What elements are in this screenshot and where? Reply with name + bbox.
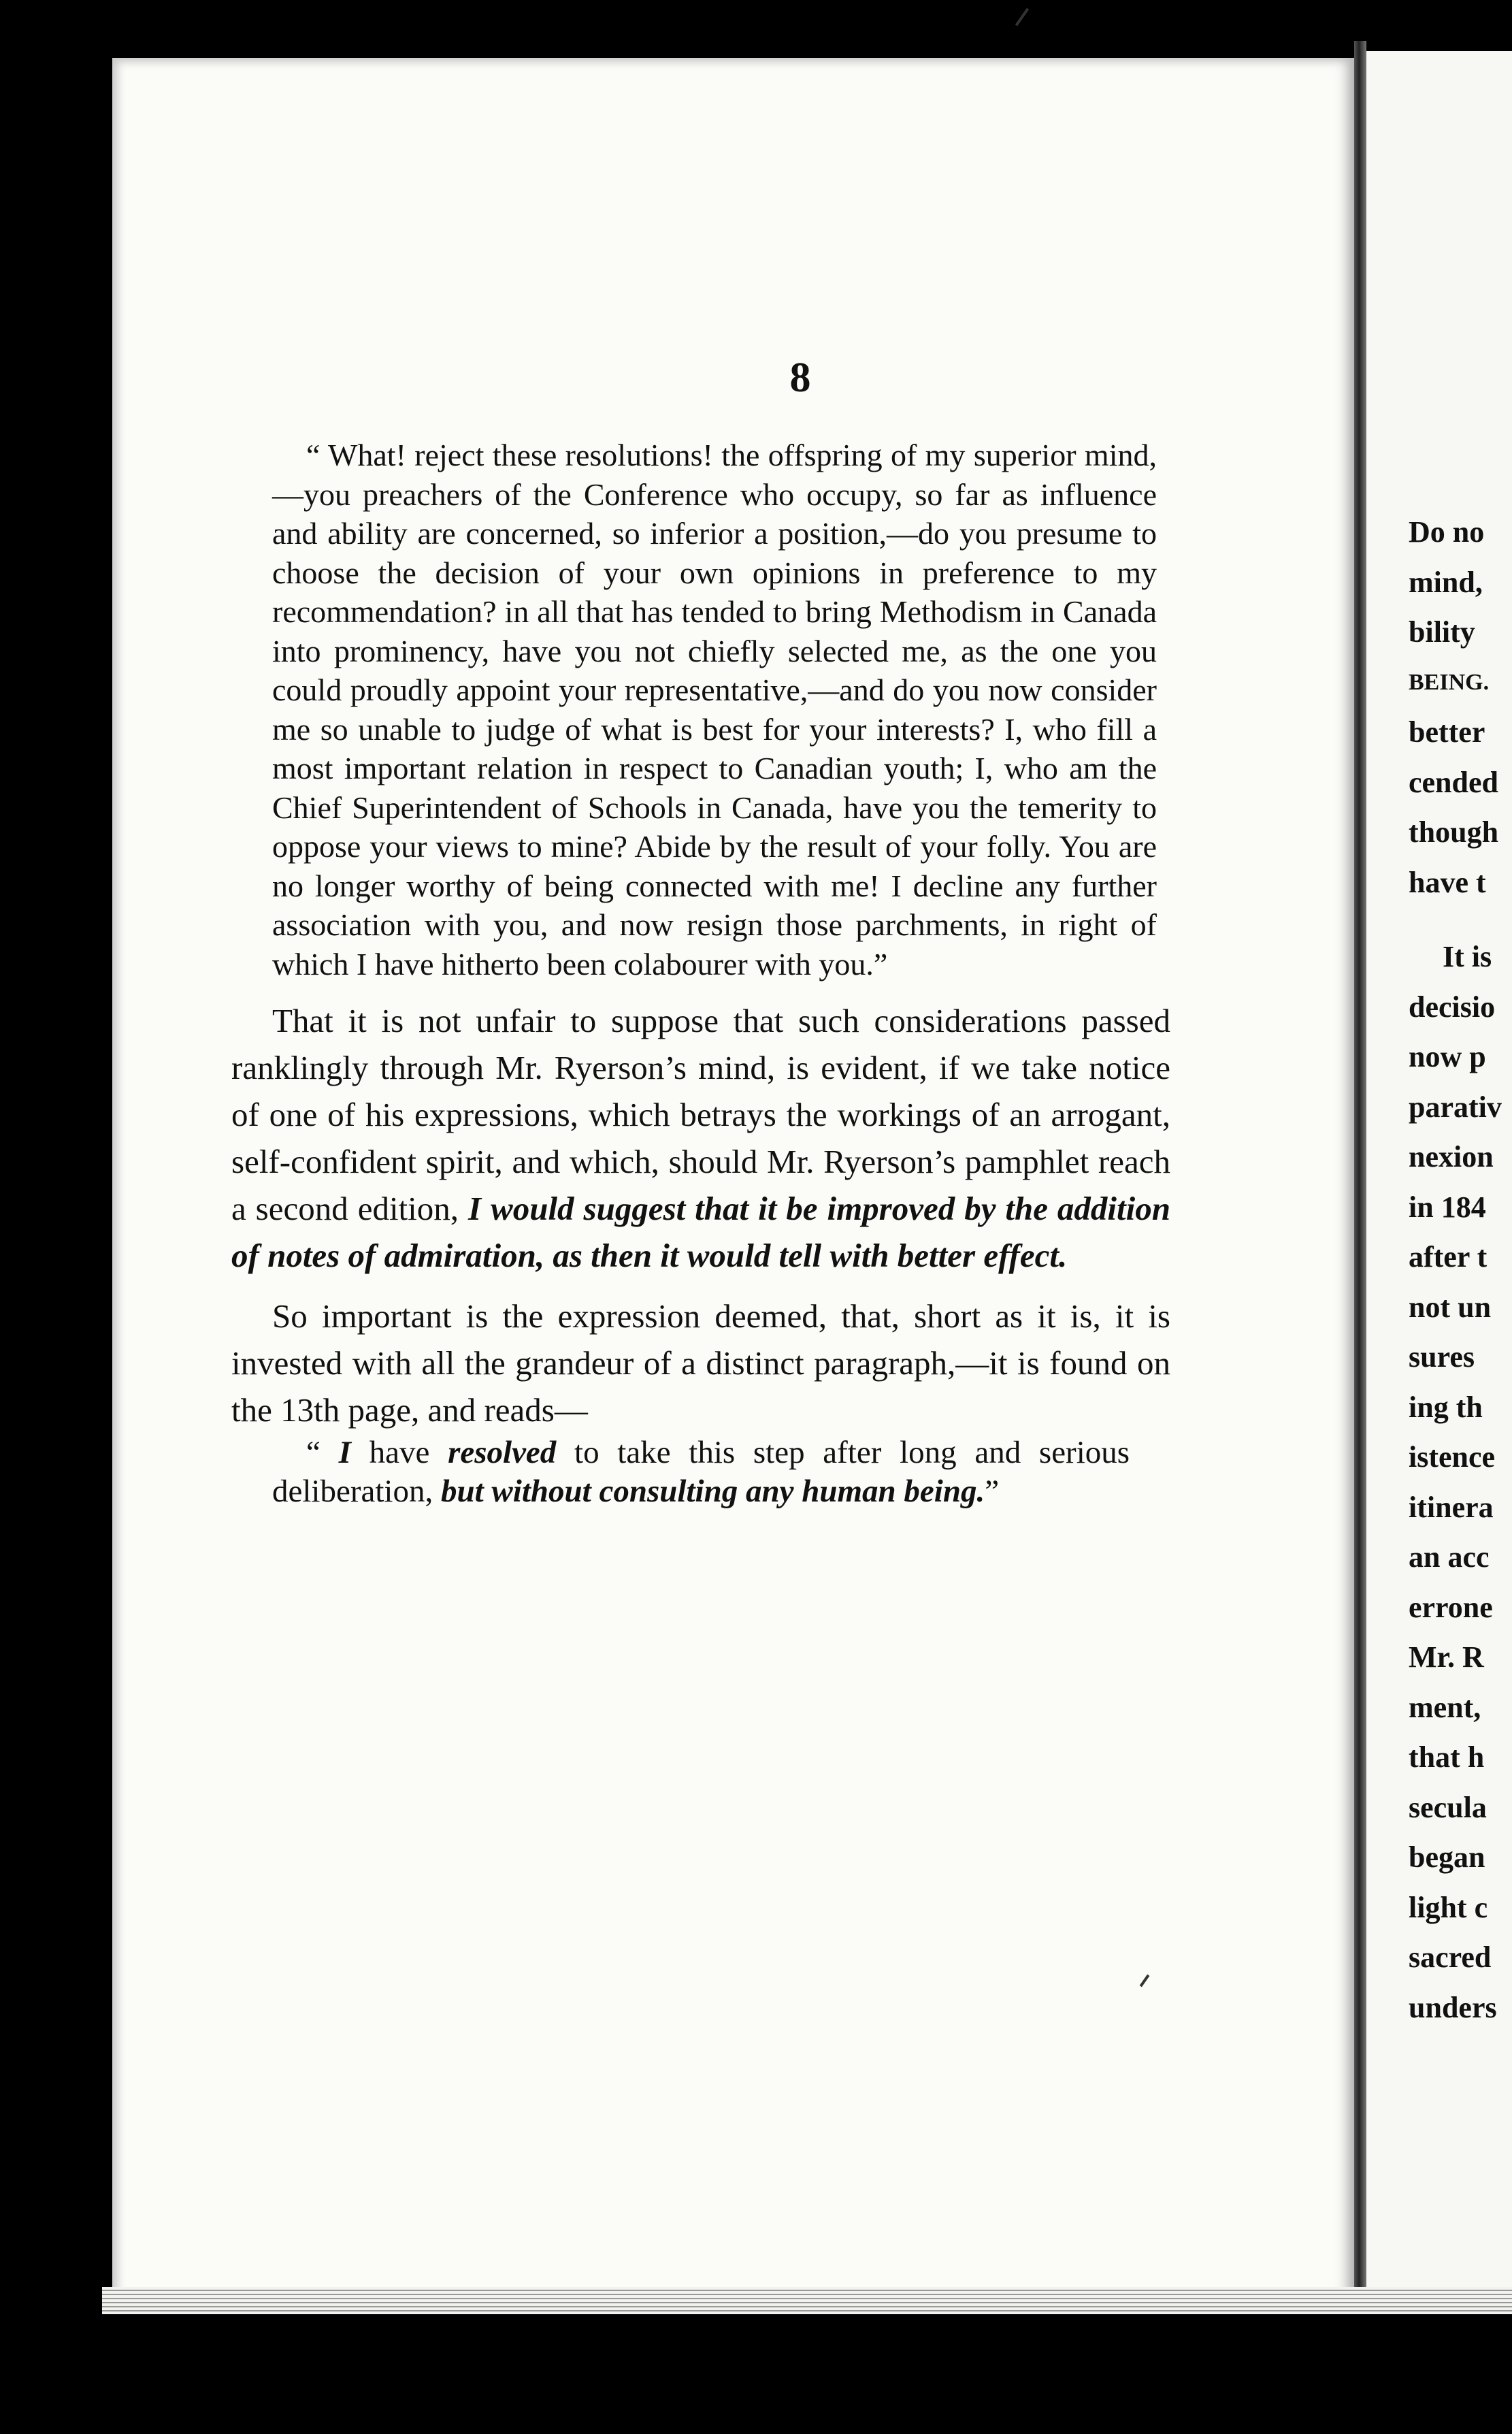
right-line: Mr. R [1409, 1640, 1484, 1674]
paragraph-text: That it is not unfair to suppose that such considerations passed ranklingly through Mr. Ryerson’s mind, is evident, if we take notice of one of his expressions, which betrays the workings of an arrogant, self-confident spirit, and which, should Mr. Ryerson’s pamphlet reach a second edition, [231, 1002, 1170, 1227]
right-line: not un [1409, 1290, 1492, 1324]
opening-quotation: “ What! reject these resolutions! the offspring of my superior mind,—you preachers of the Conference who occupy, so far as influence and ability are concerned, so inferior a position,—do you presume to choose the decision of your own opinions in preference to my recommendation? in all that has tended to bring Methodism in Canada into prominency, have you not chiefly selected me, as the one you could proudly appoint your representative,—and do you now consider me so unable to judge of what is best for your interests? I, who fill a most important relation in respect to Canadian youth; I, who am the Chief Superintendent of Schools in Canada, have you the temerity to oppose your views to mine? Abide by the result of your folly. You are no longer worthy of being connected with me! I decline any further association with you, and now resign those parchments, in right of which I have hitherto been colabourer with you.” [272, 438, 1157, 981]
right-line: ment, [1409, 1690, 1481, 1724]
page-body [231, 436, 1177, 1511]
right-line: bility [1409, 615, 1475, 649]
right-line: unders [1409, 1990, 1497, 2024]
right-line: cended [1409, 765, 1498, 799]
right-line: that h [1409, 1740, 1485, 1774]
right-line: sures [1409, 1340, 1475, 1374]
quote-emphasis: but without consulting any human being. [440, 1474, 985, 1509]
right-line: mind, [1409, 565, 1483, 599]
right-line: better [1409, 715, 1485, 749]
right-line: decisio [1409, 990, 1496, 1024]
right-line: have t [1409, 865, 1486, 899]
quote-middle: to take this step after long and serious deliberation, [272, 1435, 1130, 1509]
right-line: light c [1409, 1890, 1488, 1924]
italic-suggestion: I would suggest that it be improved by the addition of notes of admiration, as then it would tell with better effect. [231, 1190, 1171, 1274]
quote-open-mark: “ [306, 1435, 321, 1470]
page-bottom-edge [102, 2287, 1512, 2314]
right-line: began [1409, 1840, 1485, 1874]
right-line: errone [1409, 1590, 1493, 1624]
right-line: nexion [1409, 1140, 1494, 1173]
right-line: It is [1443, 940, 1492, 973]
right-line: parativ [1409, 1090, 1502, 1124]
right-line: an acc [1409, 1540, 1490, 1574]
right-line: now p [1409, 1040, 1486, 1073]
quote-resolved: resolved [448, 1435, 557, 1470]
right-line: ing th [1409, 1390, 1483, 1424]
right-line: istence [1409, 1440, 1496, 1474]
right-line: in 184 [1409, 1190, 1486, 1224]
right-page-text [1409, 507, 1512, 2032]
right-line: though [1409, 815, 1499, 849]
paragraph-considerations [231, 997, 1170, 1279]
right-line: secula [1409, 1790, 1487, 1824]
right-line: after t [1409, 1240, 1488, 1273]
right-line: itinera [1409, 1490, 1494, 1524]
closing-quotation [272, 1433, 1130, 1511]
quote-pronoun: I [338, 1435, 351, 1470]
right-line-gap [1409, 907, 1512, 932]
right-line: BEING. [1409, 669, 1490, 695]
paragraph-expression: So important is the expression deemed, that, short as it is, it is invested with all the grandeur of a distinct paragraph,—it is found on the 13th page, and reads— [231, 1297, 1170, 1429]
right-line: Do no [1409, 515, 1485, 549]
quote-word: have [369, 1435, 430, 1470]
page-number: 8 [789, 355, 811, 401]
quote-close-mark: ” [985, 1474, 1000, 1509]
right-line: sacred [1409, 1941, 1492, 1974]
